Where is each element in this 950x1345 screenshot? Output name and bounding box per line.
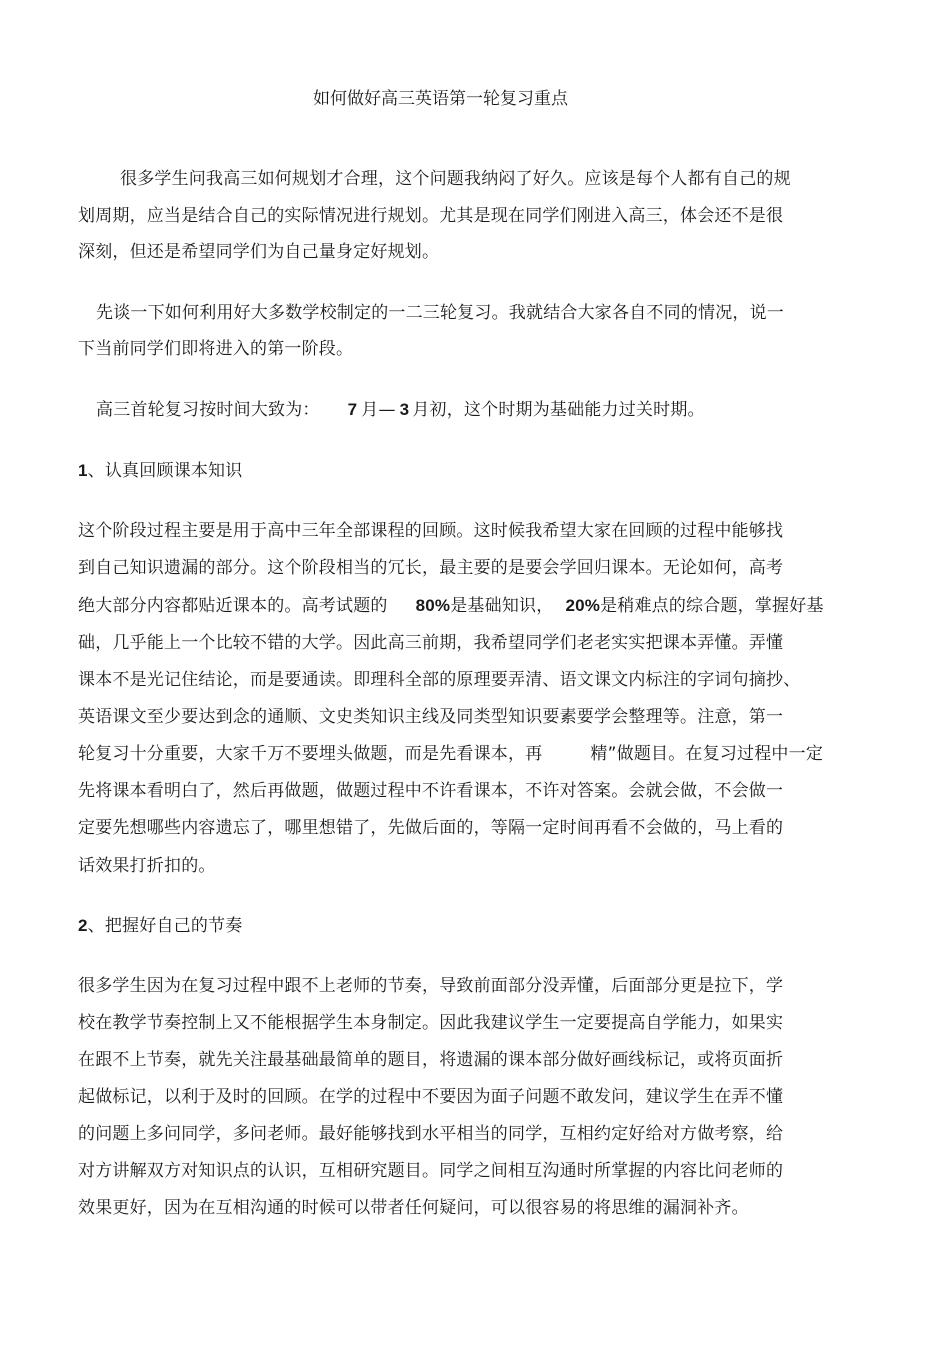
para3-month-word1: 月—: [361, 400, 396, 420]
section1-line-1: 这个阶段过程主要是用于高中三年全部课程的回顾。这时候我希望大家在回顾的过程中能够找: [78, 521, 784, 541]
para3-line: [96, 399, 705, 421]
intro-line-1: 很多学生问我高三如何规划才合理，这个问题我纳闷了好久。应该是每个人都有自己的规: [120, 169, 791, 189]
section2-line-3: 在跟不上节奏，就先关注最基础最简单的题目，将遗漏的课本部分做好画线标记，或将页面折: [78, 1050, 784, 1070]
section1-line-5: 课本不是光记住结论，而是要通读。即理科全部的原理要弄清、语文课文内标注的字词句摘抄、: [78, 670, 801, 690]
section1-line-6: 英语课文至少要达到念的通顺、文史类知识主线及同类型知识要素要学会整理等。注意，第一: [78, 707, 784, 727]
section2-line-4: 起做标记，以利于及时的回顾。在学的过程中不要因为面子问题不敢发问，建议学生在弄不懂: [78, 1087, 784, 1107]
para3-month-end: 3: [399, 400, 410, 419]
section1-line7-b: 精”做题目。在复习过程中一定: [590, 744, 824, 764]
section1-line-7: [78, 743, 823, 765]
section1-pct-20: 20%: [565, 596, 601, 615]
section1-line3-b: 是基础知识，: [450, 596, 554, 616]
intro-line-3: 深刻，但还是希望同学们为自己量身定好规划。: [78, 242, 440, 262]
section1-line-2: 到自己知识遗漏的部分。这个阶段相当的冗长，最主要的是要会学回归课本。无论如何，高考: [78, 558, 784, 578]
document-title: 如何做好高三英语第一轮复习重点: [313, 89, 568, 109]
section1-line-10: 话效果打折扣的。: [78, 856, 216, 876]
para2-line-1: 先谈一下如何利用好大多数学校制定的一二三轮复习。我就结合大家各自不同的情况，说一: [96, 303, 784, 323]
section2-line-6: 对方讲解双方对知识点的认识，互相研究题目。同学之间相互沟通时所掌握的内容比问老师的: [78, 1161, 784, 1181]
para3-suffix: 月初，这个时期为基础能力过关时期。: [412, 400, 705, 420]
section2-line-2: 校在教学节奏控制上又不能根据学生本身制定。因此我建议学生一定要提高自学能力，如果实: [78, 1013, 784, 1033]
section1-number: 1: [78, 461, 88, 480]
section2-line-5: 的问题上多问同学，多问老师。最好能够找到水平相当的同学，互相约定好给对方做考察，给: [78, 1124, 784, 1144]
section1-line3-a: 绝大部分内容都贴近课本的。高考试题的: [78, 596, 388, 616]
para2-line-2: 下当前同学们即将进入的第一阶段。: [78, 339, 354, 359]
section2-number: 2: [78, 916, 88, 935]
section1-line3-c: 是稍难点的综合题，掌握好基: [600, 596, 824, 616]
section2-line-1: 很多学生因为在复习过程中跟不上老师的节奏，导致前面部分没弄懂，后面部分更是拉下，学: [78, 976, 784, 996]
section1-line-3: [78, 595, 824, 617]
section1-pct-80: 80%: [415, 596, 451, 615]
intro-line-2: 划周期，应当是结合自己的实际情况进行规划。尤其是现在同学们刚进入高三，体会还不是很: [78, 206, 784, 226]
section1-line7-a: 轮复习十分重要，大家千万不要埋头做题，而是先看课本，再: [78, 744, 543, 764]
section2-line-7: 效果更好，因为在互相沟通的时候可以带者任何疑问，可以很容易的将思维的漏洞补齐。: [78, 1198, 749, 1218]
section1-heading: [78, 460, 242, 482]
para3-prefix: 高三首轮复习按时间大致为：: [96, 400, 320, 420]
section1-line-8: 先将课本看明白了，然后再做题，做题过程中不许看课本，不许对答案。会就会做，不会做一: [78, 781, 784, 801]
para3-month-start: 7: [347, 400, 358, 419]
section2-heading: [78, 915, 242, 937]
section1-heading-text: 、认真回顾课本知识: [87, 461, 243, 481]
section1-line-4: 础，几乎能上一个比较不错的大学。因此高三前期，我希望同学们老老实实把课本弄懂。弄懂: [78, 633, 784, 653]
section1-line-9: 定要先想哪些内容遗忘了，哪里想错了，先做后面的，等隔一定时间再看不会做的，马上看的: [78, 818, 784, 838]
section2-heading-text: 、把握好自己的节奏: [87, 916, 243, 936]
